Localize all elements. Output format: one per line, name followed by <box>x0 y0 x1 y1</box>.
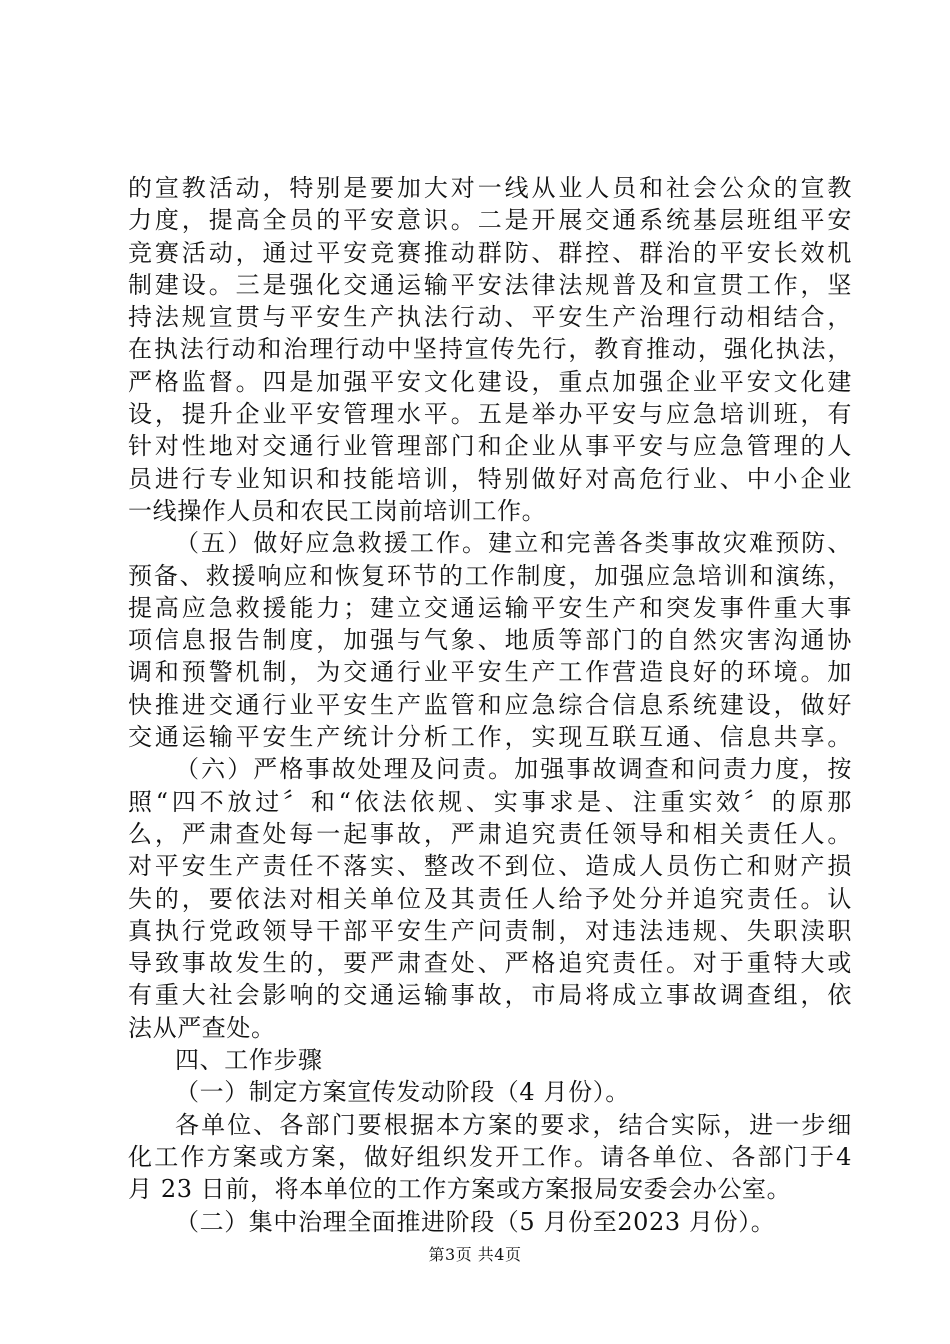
subsection-heading-1: （一）制定方案宣传发动阶段（4 月份）。 <box>175 1078 630 1107</box>
text-line: 制建设。三是强化交通运输平安法律法规普及和宣贯工作，坚 <box>128 270 852 299</box>
text-line: 持法规宣贯与平安生产执法行动、平安生产治理行动相结合， <box>128 303 852 332</box>
page-number-label: 第3页 共4页 <box>428 1245 522 1264</box>
text-line: 导致事故发生的，要严肃查处、严格追究责任。对于重特大或 <box>128 949 852 978</box>
document-body <box>128 172 852 1238</box>
text-line: 失的，要依法对相关单位及其责任人给予处分并追究责任。认 <box>128 884 852 913</box>
text-line: 严格监督。四是加强平安文化建设，重点加强企业平安文化建 <box>128 367 852 396</box>
text-line: 的宣教活动，特别是要加大对一线从业人员和社会公众的宣教 <box>128 174 852 202</box>
section-heading: 四、工作步骤 <box>175 1046 323 1075</box>
text-line: 针对性地对交通行业管理部门和企业从事平安与应急管理的人 <box>128 432 852 461</box>
paragraph-heading-5: （五）做好应急救援工作。建立和完善各类事故灾难预防、 <box>175 529 852 558</box>
text-line: 一线操作人员和农民工岗前培训工作。 <box>128 496 547 525</box>
text-line: 么，严肃查处每一起事故，严肃追究责任领导和相关责任人。 <box>128 819 852 848</box>
text-line: 快推进交通行业平安生产监管和应急综合信息系统建设，做好 <box>128 690 852 719</box>
text-line: 调和预警机制，为交通行业平安生产工作营造良好的环境。加 <box>128 658 852 687</box>
text-line: 月 23 日前，将本单位的工作方案或方案报局安委会办公室。 <box>128 1175 792 1204</box>
subsection-heading-2: （二）集中治理全面推进阶段（5 月份至2023 月份）。 <box>175 1207 776 1236</box>
text-line: 照“四不放过〞和“依法依规、实事求是、注重实效〞的原那 <box>128 787 852 816</box>
text-line: 设，提升企业平安管理水平。五是举办平安与应急培训班，有 <box>128 400 852 429</box>
text-line: 项信息报告制度，加强与气象、地质等部门的自然灾害沟通协 <box>128 626 852 655</box>
text-line: 竞赛活动，通过平安竞赛推动群防、群控、群治的平安长效机 <box>128 238 852 267</box>
text-line: 力度，提高全员的平安意识。二是开展交通系统基层班组平安 <box>128 206 852 235</box>
text-line: 预备、救援响应和恢复环节的工作制度，加强应急培训和演练， <box>128 561 852 590</box>
text-line: 各单位、各部门要根据本方案的要求，结合实际，进一步细 <box>175 1110 852 1139</box>
text-line: 在执法行动和治理行动中坚持宣传先行，教育推动，强化执法， <box>128 335 852 364</box>
paragraph-heading-6: （六）严格事故处理及问责。加强事故调查和问责力度，按 <box>175 755 852 784</box>
text-line: 化工作方案或方案，做好组织发开工作。请各单位、各部门于4 <box>128 1142 852 1171</box>
text-line: 提高应急救援能力；建立交通运输平安生产和突发事件重大事 <box>128 593 852 622</box>
text-line: 法从严查处。 <box>128 1013 276 1042</box>
page-footer <box>0 1245 950 1265</box>
text-line: 有重大社会影响的交通运输事故，市局将成立事故调查组，依 <box>128 981 852 1010</box>
text-line: 对平安生产责任不落实、整改不到位、造成人员伤亡和财产损 <box>128 852 852 881</box>
text-line: 交通运输平安生产统计分析工作，实现互联互通、信息共享。 <box>128 723 852 752</box>
text-line: 真执行党政领导干部平安生产问责制，对违法违规、失职渎职 <box>128 916 852 945</box>
text-line: 员进行专业知识和技能培训，特别做好对高危行业、中小企业 <box>128 464 852 493</box>
